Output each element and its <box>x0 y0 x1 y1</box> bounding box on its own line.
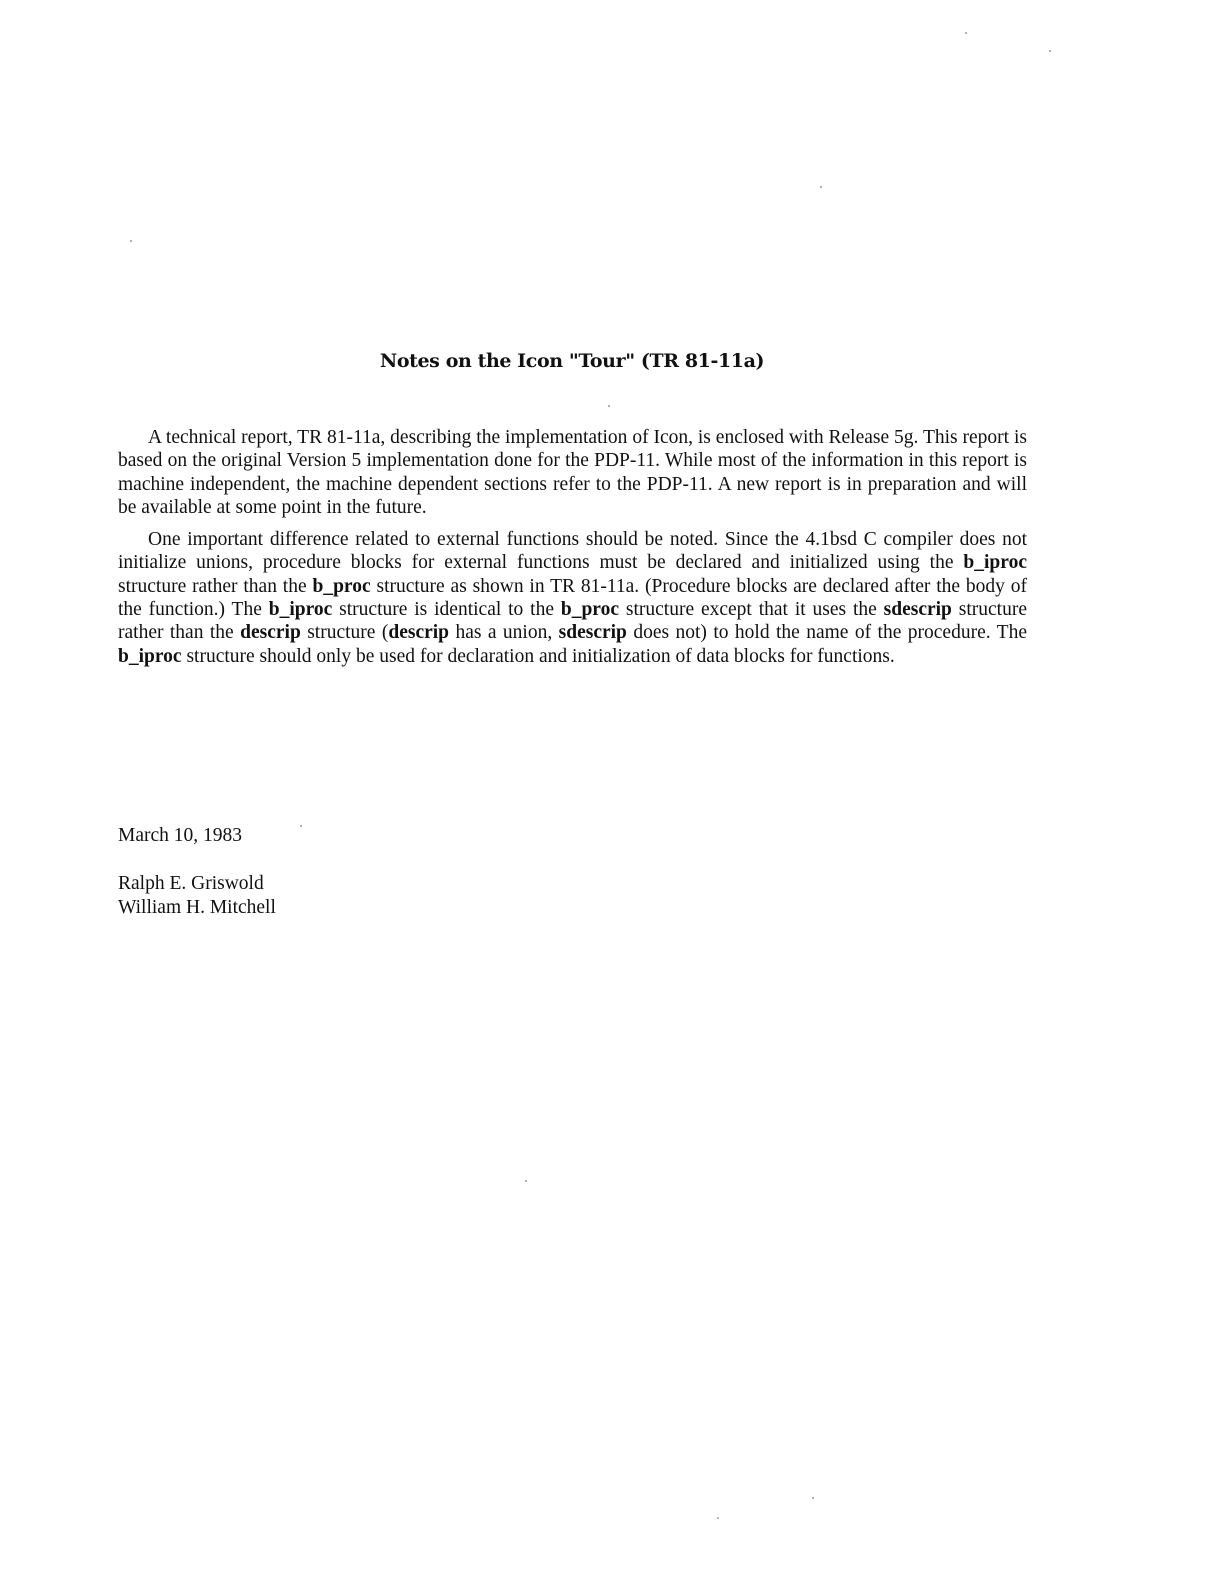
scan-speck <box>820 186 822 188</box>
code-term: descrip <box>388 622 450 644</box>
paragraph-2-text: One important difference related to external functions should be noted. Since the 4.1bsd C compiler does not initialize unions, procedure blocks for external functions must be declared and initialized using the <box>118 529 1027 574</box>
code-term: sdescrip <box>883 599 952 621</box>
document-body <box>118 426 1027 677</box>
document-date: March 10, 1983 <box>118 825 243 846</box>
paragraph-2-text: structure is identical to the <box>332 599 561 621</box>
code-term: b_proc <box>312 575 371 597</box>
paragraph-2-text: structure should only be used for declaration and initialization of data blocks for functions. <box>181 645 895 667</box>
scan-speck <box>130 240 132 242</box>
paragraph-2-text: structure except that it uses the <box>619 599 884 621</box>
scan-speck <box>1049 50 1051 52</box>
document-title: Notes on the Icon "Tour" (TR 81-11a) <box>379 350 765 372</box>
paragraph-2-text: structure as shown in TR 81-11a. (Procedure blocks are declared after the body of the function.) The <box>118 575 1027 621</box>
code-term: b_iproc <box>268 599 333 621</box>
scan-speck <box>812 1497 814 1499</box>
paragraph-2-text: structure rather than the <box>118 575 313 597</box>
code-term: b_iproc <box>963 552 1027 574</box>
code-term: b_iproc <box>118 645 182 667</box>
author-name: Ralph E. Griswold <box>118 873 264 894</box>
paragraph-1: A technical report, TR 81-11a, describing the implementation of Icon, is enclosed with Release 5g. This report is based on the original Version 5 implementation done for the PDP-11. While most of the information in this report is machine independent, the machine dependent sections refer to the PDP-11. A new report is in preparation and will be available at some point in the future. <box>118 427 1027 518</box>
paragraph-2-text: has a union, <box>449 622 559 644</box>
code-term: b_proc <box>560 599 620 621</box>
author-name: William H. Mitchell <box>118 897 276 918</box>
code-term: sdescrip <box>558 622 627 644</box>
paragraph-2-text: structure ( <box>300 622 389 644</box>
author-list <box>118 872 276 920</box>
scan-speck <box>717 1517 719 1519</box>
scan-speck <box>525 1180 527 1182</box>
scan-speck <box>300 825 302 827</box>
paragraph-2-text: structure rather than the <box>118 599 1027 644</box>
paragraph-2 <box>118 528 1027 668</box>
scan-speck <box>965 32 967 34</box>
paragraph-2-text: does not) to hold the name of the procedure. The <box>626 622 1027 644</box>
code-term: descrip <box>240 622 301 644</box>
scan-speck <box>608 405 610 407</box>
